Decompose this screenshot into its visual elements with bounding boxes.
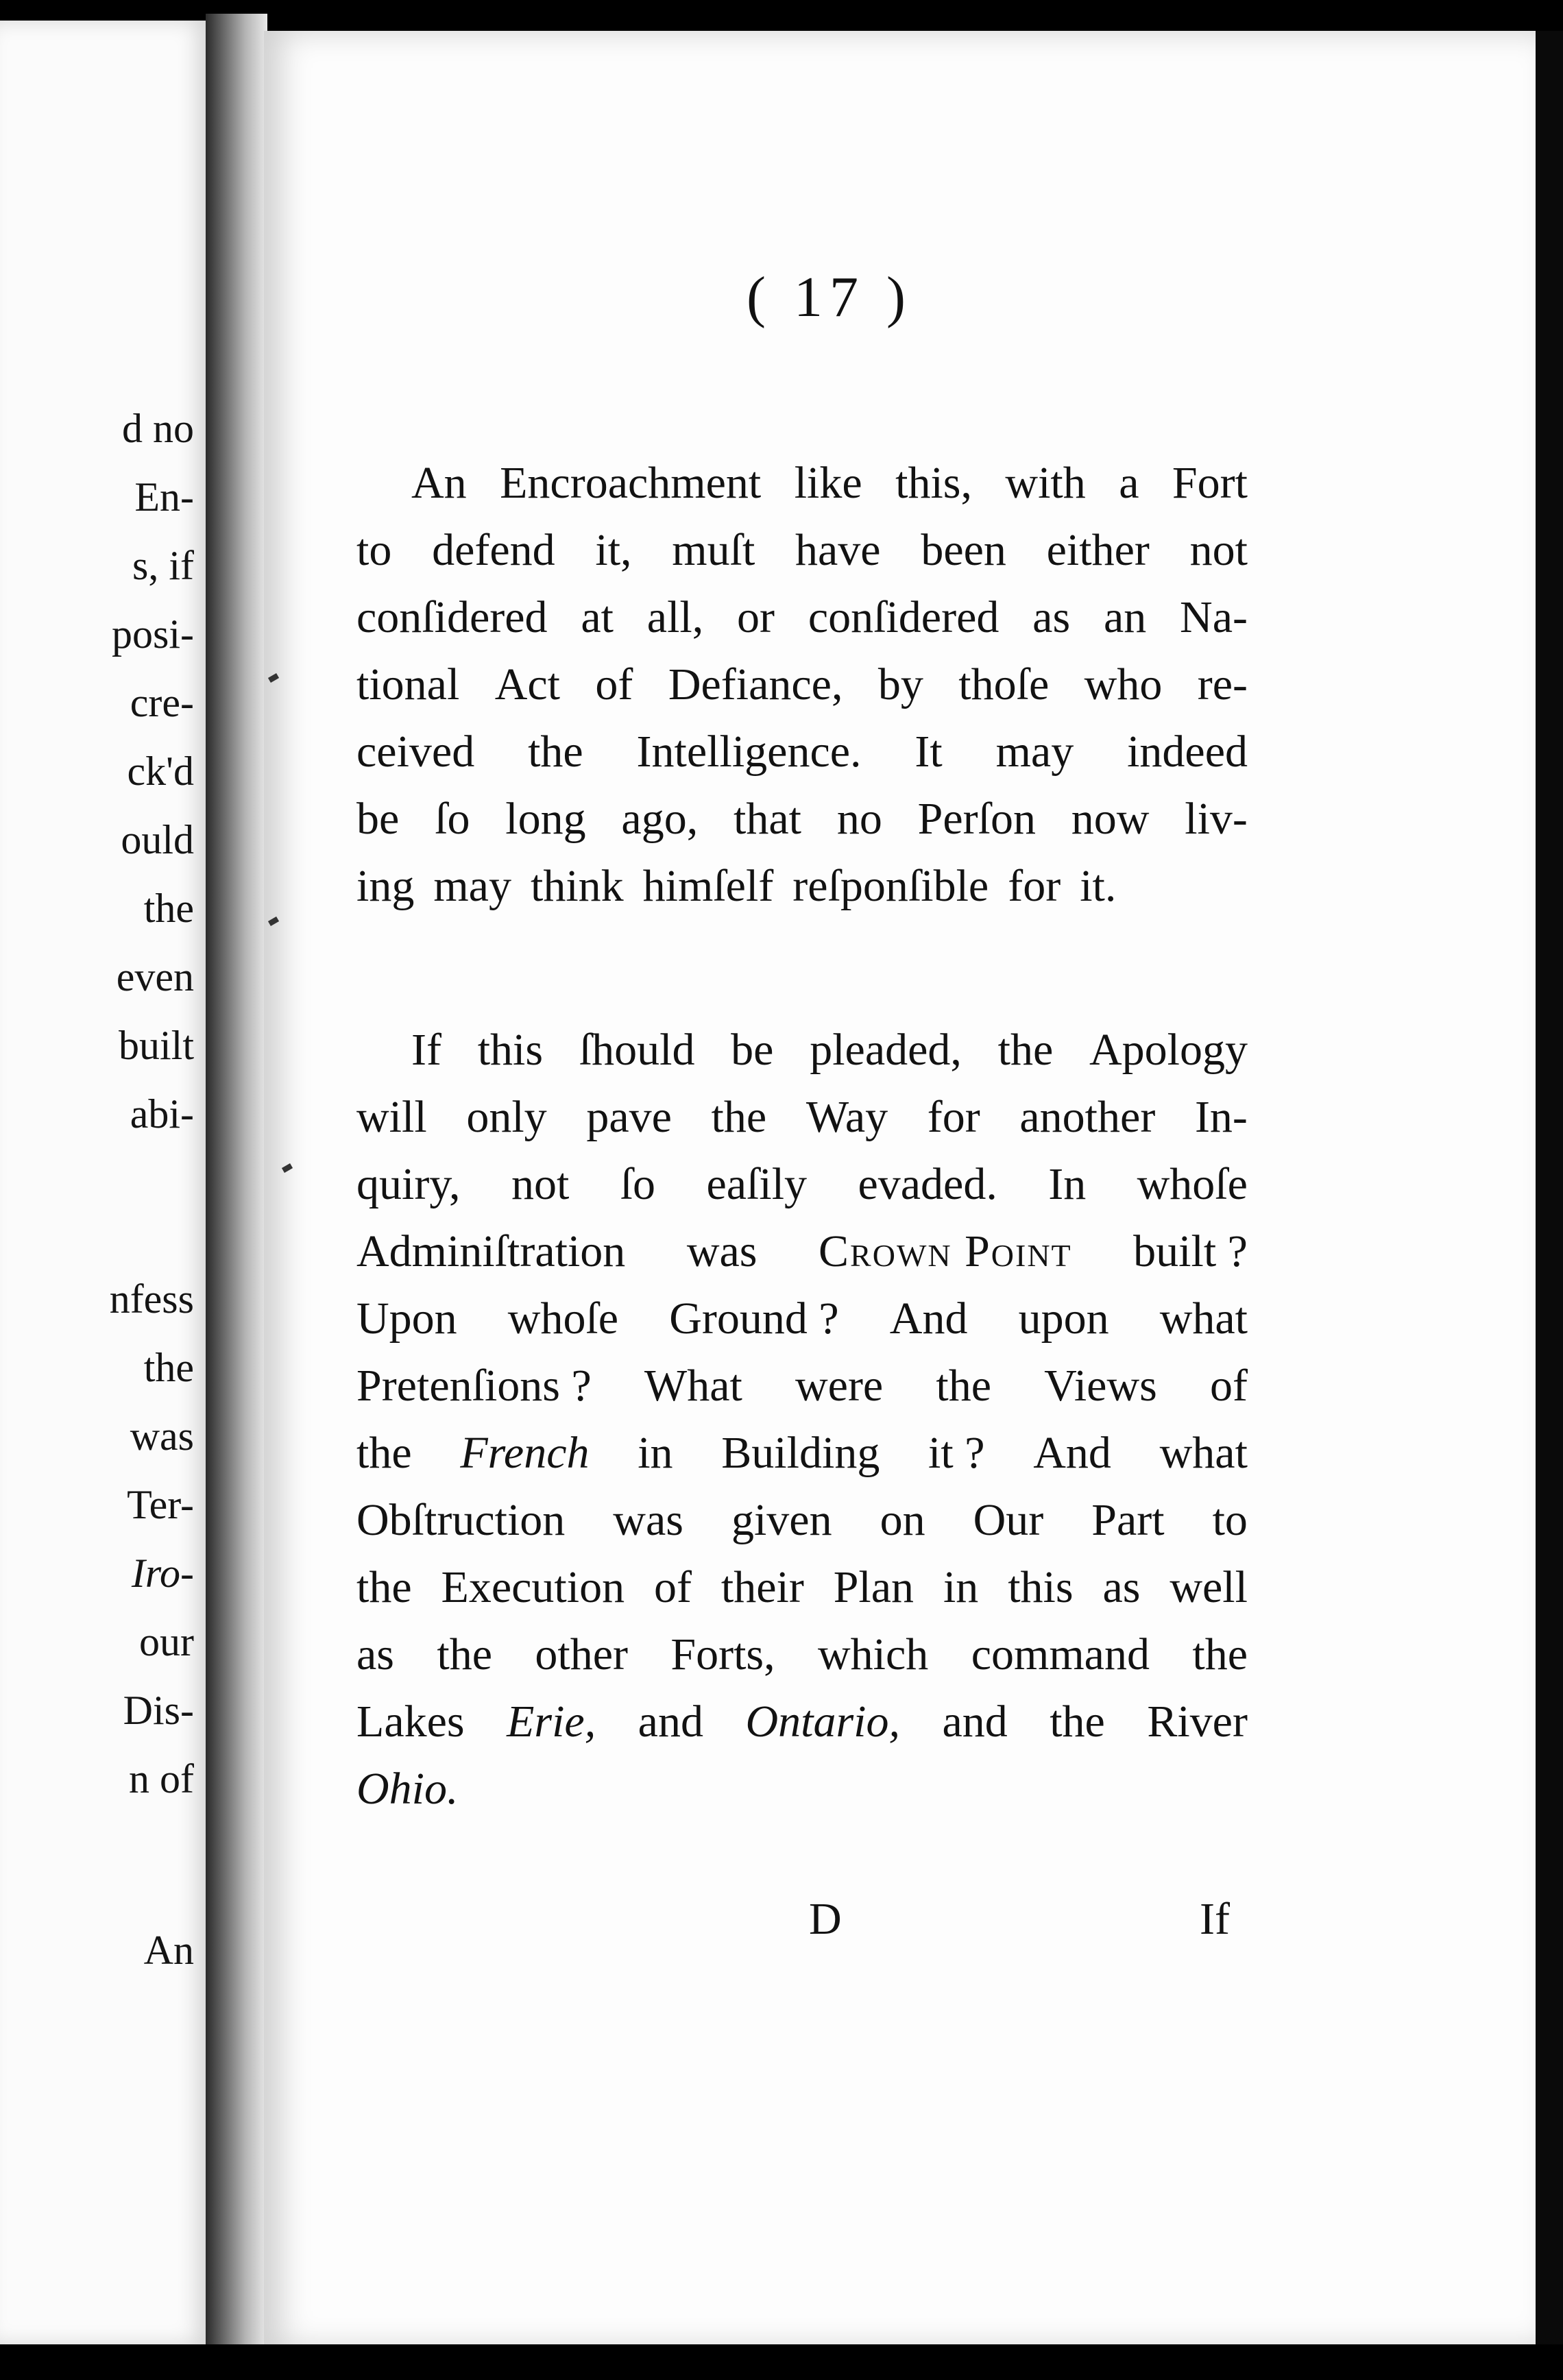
text-line: [356, 516, 1248, 585]
scan-right-border: [1536, 31, 1563, 2348]
word: for: [1008, 861, 1061, 911]
text-line: [356, 852, 1248, 921]
word: Na-: [1180, 592, 1248, 642]
scan-bottom-border: [0, 2344, 1563, 2380]
word: no: [836, 794, 882, 844]
word: what: [1159, 1294, 1248, 1344]
word: this,: [895, 458, 972, 508]
word: Fort: [1172, 458, 1248, 508]
word: like: [794, 458, 862, 508]
left-page-fragment: posi-: [112, 611, 194, 657]
left-page-fragment: abi-: [130, 1091, 194, 1137]
word: only: [466, 1092, 547, 1142]
word: Way: [805, 1092, 888, 1142]
word: muſt: [672, 525, 755, 575]
word: Adminiſtration: [356, 1226, 626, 1276]
word: An: [411, 458, 467, 508]
word: Plan: [833, 1562, 914, 1612]
text-line: [356, 1352, 1248, 1420]
word: command: [971, 1629, 1150, 1679]
word: be: [356, 794, 400, 844]
word: And: [1033, 1428, 1111, 1478]
text-line: [356, 785, 1248, 853]
left-page-fragment: Ter-: [127, 1482, 194, 1527]
word: In: [1048, 1159, 1087, 1209]
word: evaded.: [858, 1159, 997, 1209]
word: himſelf: [642, 861, 774, 911]
text-line: [356, 1688, 1248, 1756]
word: ing: [356, 861, 415, 911]
word: conſidered: [356, 592, 548, 642]
word: Upon: [356, 1294, 457, 1344]
word: was: [686, 1226, 758, 1276]
word: given: [731, 1495, 832, 1545]
word: of: [595, 659, 633, 709]
signature-mark: D: [809, 1894, 842, 1944]
word: at: [581, 592, 614, 642]
word: ceived: [356, 727, 475, 777]
italic-word: French: [460, 1428, 590, 1478]
word: were: [795, 1361, 884, 1411]
left-page-fragment: even: [116, 954, 194, 999]
small-caps-word: Crown Point: [819, 1226, 1072, 1276]
word: upon: [1018, 1294, 1109, 1344]
word: an: [1103, 592, 1147, 642]
text-line: [356, 1083, 1248, 1152]
word: Ground ?: [669, 1294, 839, 1344]
word: Defiance,: [668, 659, 843, 709]
left-page-fragment: ould: [121, 817, 194, 862]
left-page-fragment: An: [143, 1928, 194, 1973]
left-page-fragment: s, if: [132, 543, 194, 588]
text-line: [356, 718, 1248, 786]
italic-word: Ohio.: [356, 1764, 459, 1814]
left-page-fragment: Dis-: [123, 1688, 194, 1733]
left-page-fragment: n of: [129, 1756, 194, 1801]
left-page-fragment: Iro-: [131, 1551, 194, 1596]
word: long: [505, 794, 586, 844]
word: the: [356, 1562, 412, 1612]
word: Pretenſions ?: [356, 1361, 592, 1411]
word: not: [511, 1159, 570, 1209]
word: will: [356, 1092, 427, 1142]
word: quiry,: [356, 1159, 461, 1209]
page-number: ( 17 ): [747, 265, 912, 329]
text-line: [356, 651, 1248, 719]
word: all,: [646, 592, 704, 642]
left-page-fragment: built: [118, 1023, 194, 1068]
word: re-: [1197, 659, 1248, 709]
word: What: [644, 1361, 742, 1411]
word: other: [535, 1629, 629, 1679]
word: be: [731, 1025, 774, 1075]
italic-word: Ontario,: [745, 1697, 900, 1747]
word: tional: [356, 659, 460, 709]
word: and: [638, 1697, 703, 1747]
word: of: [1209, 1361, 1248, 1411]
word: it ?: [928, 1428, 985, 1478]
text-line: [356, 1285, 1248, 1353]
word: was: [613, 1495, 683, 1545]
left-page-fragment: nfess: [109, 1276, 194, 1322]
left-page-fragment: was: [130, 1413, 194, 1459]
word: not: [1189, 525, 1248, 575]
text-line: [356, 1217, 1248, 1286]
text-line: [356, 1755, 1248, 1823]
word: on: [880, 1495, 925, 1545]
left-page-fragment: d no: [122, 406, 194, 451]
word: in: [638, 1428, 673, 1478]
word: whoſe: [507, 1294, 619, 1344]
word: the: [711, 1092, 767, 1142]
italic-word: Erie,: [507, 1697, 596, 1747]
word: ſo: [435, 794, 470, 844]
book-gutter: [206, 14, 267, 2344]
word: their: [720, 1562, 804, 1612]
text-line: [356, 1620, 1248, 1689]
word: Lakes: [356, 1697, 465, 1747]
word: reſponſible: [792, 861, 989, 911]
word: by: [877, 659, 923, 709]
word: Our: [973, 1495, 1044, 1545]
word: in: [943, 1562, 979, 1612]
text-line: [356, 583, 1248, 652]
word: If: [411, 1025, 441, 1075]
word: a: [1119, 458, 1139, 508]
word: another: [1019, 1092, 1156, 1142]
word: that: [734, 794, 801, 844]
word: whoſe: [1137, 1159, 1248, 1209]
word: and: [942, 1697, 1008, 1747]
text-line: [411, 1016, 1248, 1084]
word: eaſily: [706, 1159, 808, 1209]
text-line: [356, 1150, 1248, 1219]
word: what: [1159, 1428, 1248, 1478]
word: Building: [721, 1428, 880, 1478]
text-line: [356, 1419, 1248, 1487]
word: for: [927, 1092, 980, 1142]
word: it,: [595, 525, 632, 575]
left-page-fragment: the: [143, 1345, 194, 1390]
word: Execution: [441, 1562, 625, 1612]
word: of: [654, 1562, 692, 1612]
word: which: [818, 1629, 929, 1679]
word: the: [528, 727, 583, 777]
word: ſo: [620, 1159, 656, 1209]
word: River: [1147, 1697, 1248, 1747]
word: In-: [1194, 1092, 1248, 1142]
word: pave: [586, 1092, 672, 1142]
word: been: [921, 525, 1006, 575]
word: ago,: [621, 794, 699, 844]
word: have: [795, 525, 881, 575]
word: now: [1071, 794, 1150, 844]
word: Obſtruction: [356, 1495, 566, 1545]
word: the: [437, 1629, 493, 1679]
text-line: [356, 1486, 1248, 1555]
word: to: [356, 525, 392, 575]
word: may: [433, 861, 511, 911]
word: Act: [494, 659, 561, 709]
word: thoſe: [958, 659, 1050, 709]
word: conſidered: [808, 592, 999, 642]
word: may: [995, 727, 1074, 777]
word: Perſon: [917, 794, 1036, 844]
word: this: [477, 1025, 544, 1075]
word: as: [1102, 1562, 1141, 1612]
word: liv-: [1185, 794, 1248, 844]
word: as: [356, 1629, 394, 1679]
left-page-fragment: cre-: [130, 680, 194, 725]
word: as: [1032, 592, 1071, 642]
word: Part: [1091, 1495, 1165, 1545]
word: Encroachment: [500, 458, 762, 508]
word: Apology: [1089, 1025, 1248, 1075]
left-facing-page: [0, 21, 209, 2344]
text-line: [356, 1553, 1248, 1622]
word: the: [356, 1428, 412, 1478]
word: it.: [1080, 861, 1117, 911]
word: either: [1046, 525, 1150, 575]
word: defend: [432, 525, 555, 575]
word: this: [1008, 1562, 1074, 1612]
word: the: [997, 1025, 1054, 1075]
word: with: [1005, 458, 1086, 508]
word: Forts,: [670, 1629, 775, 1679]
word: think: [530, 861, 624, 911]
word: to: [1212, 1495, 1248, 1545]
text-line: [411, 449, 1248, 518]
word: or: [737, 592, 775, 642]
word: Views: [1044, 1361, 1157, 1411]
word: ſhould: [579, 1025, 695, 1075]
left-page-fragment: the: [143, 886, 194, 931]
word: pleaded,: [810, 1025, 962, 1075]
catchword: If: [1200, 1894, 1230, 1944]
word: indeed: [1127, 727, 1248, 777]
word: Intelligence.: [636, 727, 862, 777]
left-page-fragment: our: [139, 1619, 194, 1664]
word: And: [889, 1294, 968, 1344]
word: well: [1170, 1562, 1248, 1612]
word: built ?: [1133, 1226, 1248, 1276]
word: It: [914, 727, 943, 777]
word: the: [1192, 1629, 1248, 1679]
left-page-fragment: En-: [134, 474, 194, 520]
word: the: [936, 1361, 991, 1411]
word: who: [1084, 659, 1163, 709]
left-page-fragment: ck'd: [127, 749, 194, 794]
word: the: [1050, 1697, 1105, 1747]
